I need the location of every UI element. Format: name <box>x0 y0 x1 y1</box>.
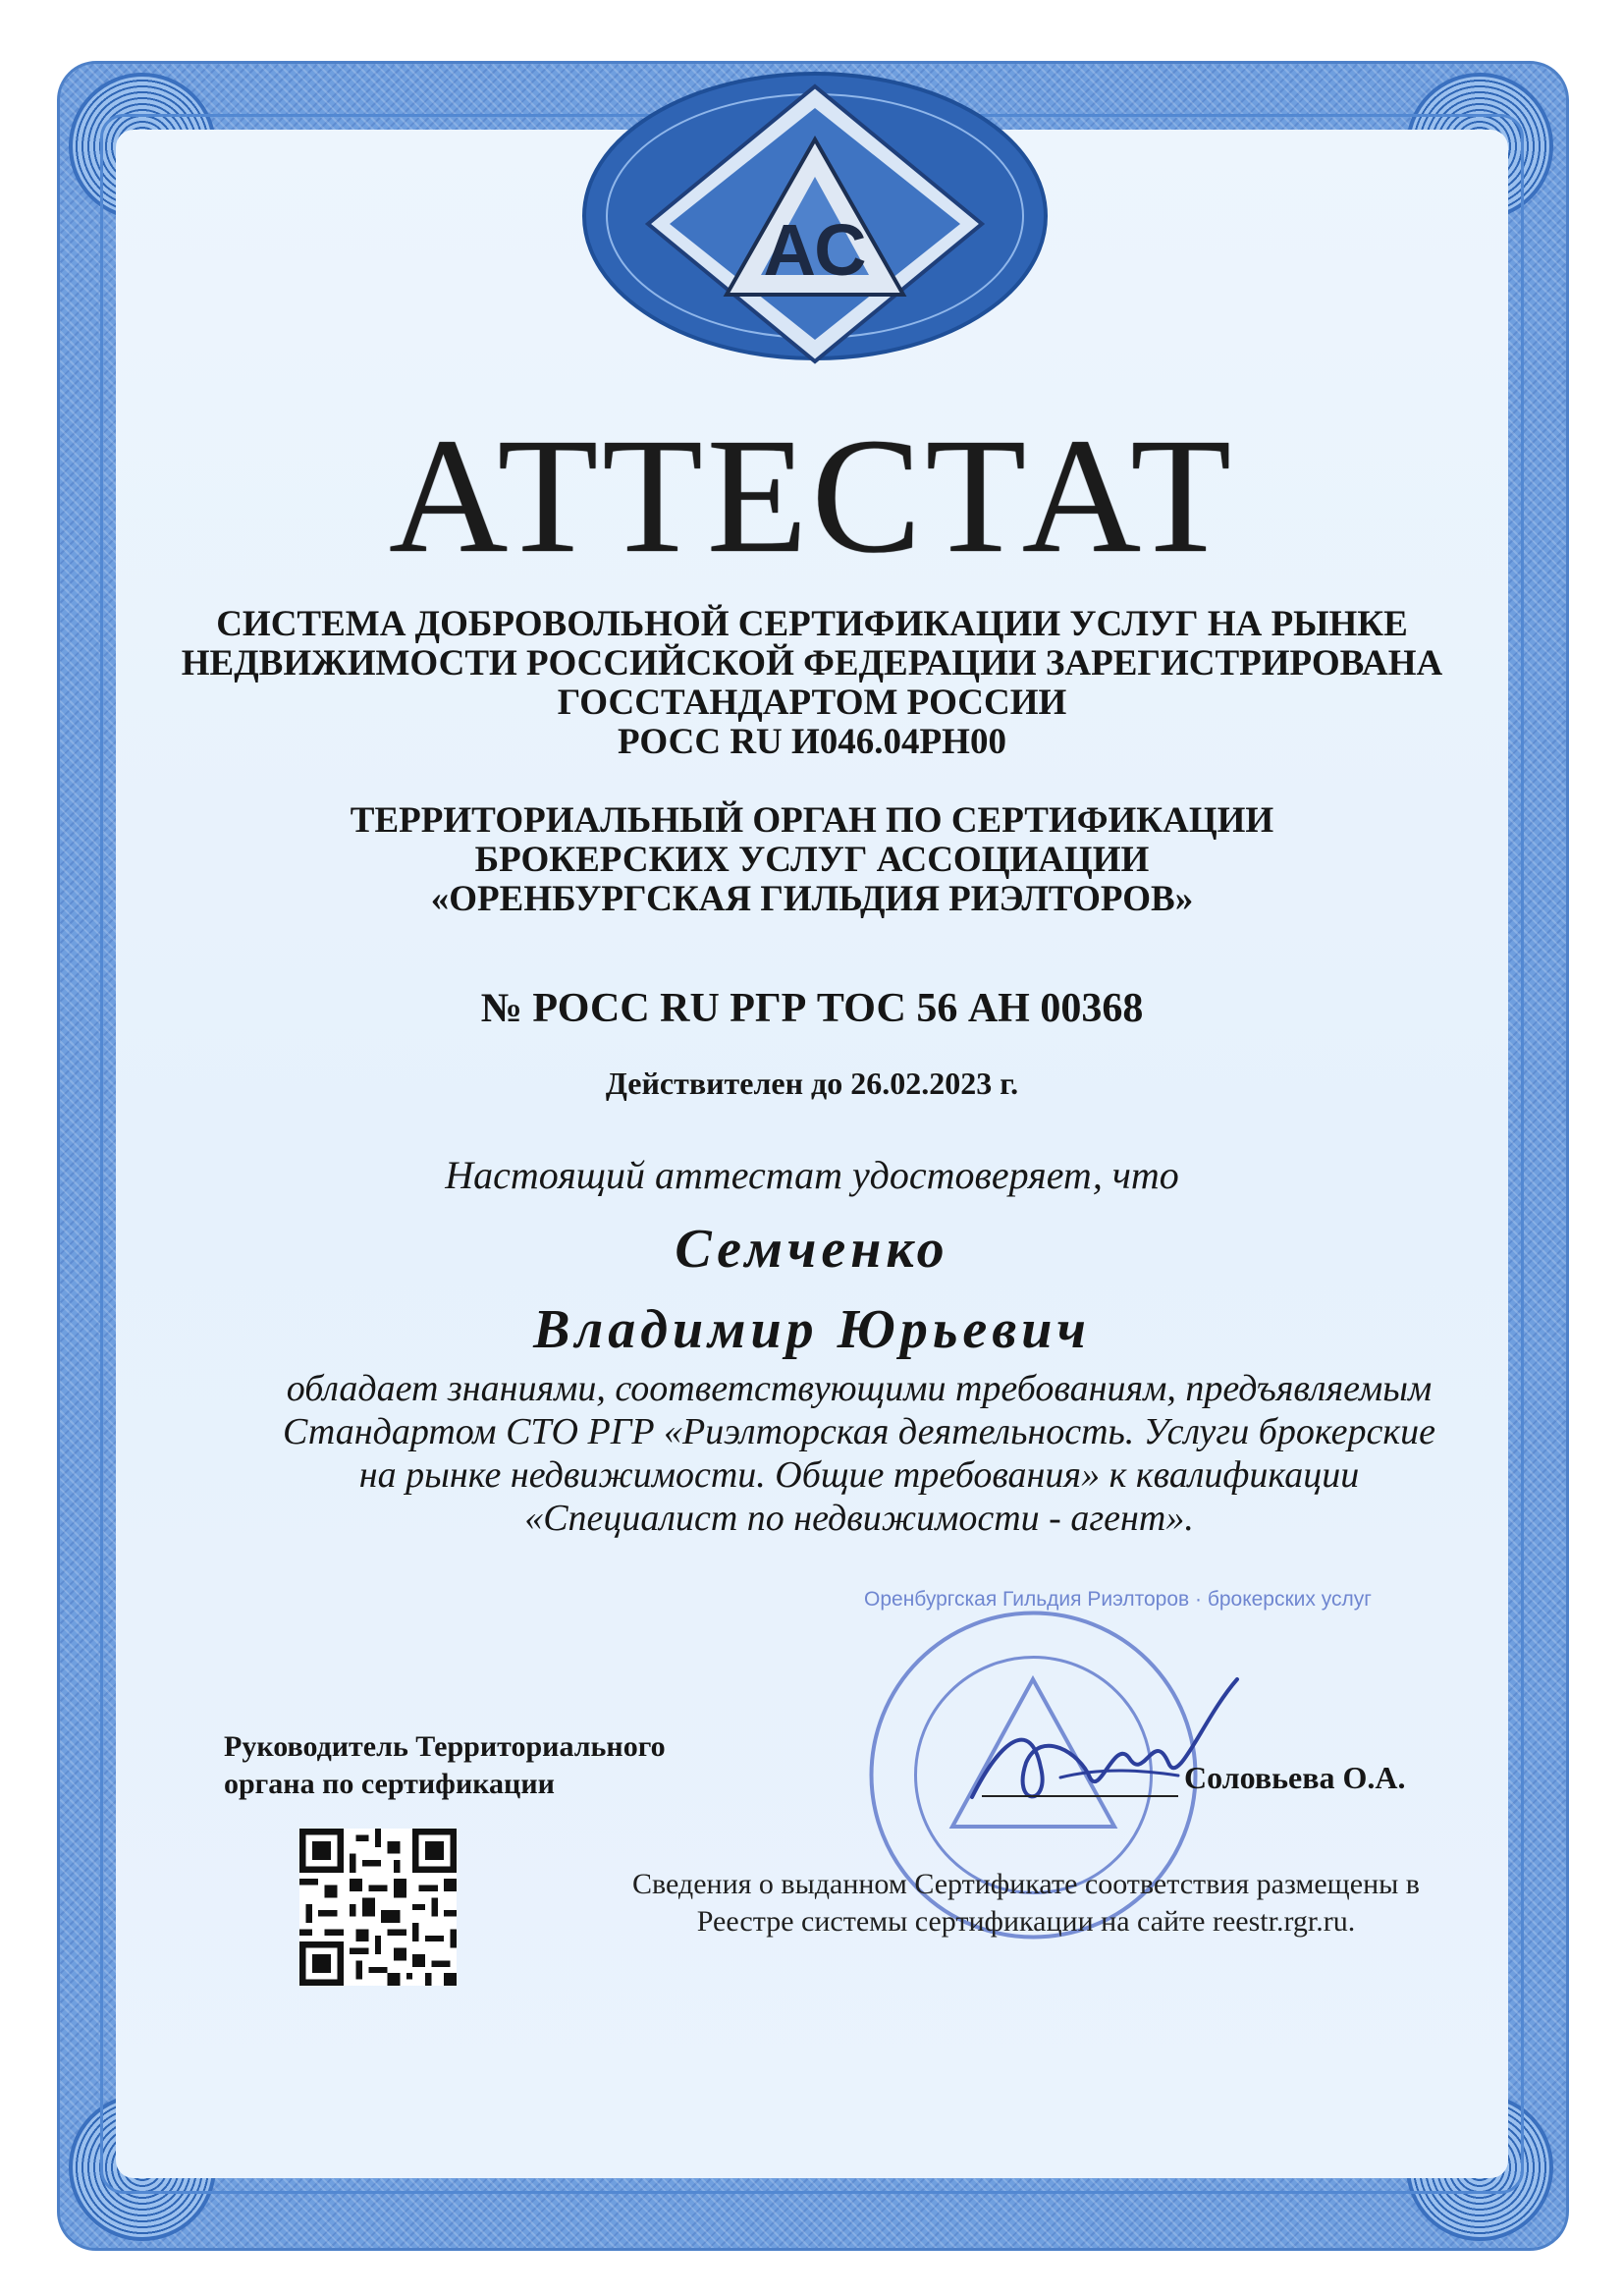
qr-code <box>299 1829 457 1986</box>
registry-line: Реестре системы сертификации на сайте reestr.rgr.ru. <box>696 1905 1356 1938</box>
stamp-text: Оренбургская Гильдия Риэлторов · брокерских услуг <box>864 1588 1372 1611</box>
qualification-line: «Специалист по недвижимости - агент». <box>524 1498 1194 1539</box>
certificate-number: № РОСС RU РГР ТОС 56 АН 00368 <box>480 986 1144 1031</box>
system-line: СИСТЕМА ДОБРОВОЛЬНОЙ СЕРТИФИКАЦИИ УСЛУГ НА РЫНКЕ <box>216 604 1408 644</box>
valid-until: Действителен до 26.02.2023 г. <box>605 1066 1019 1101</box>
qualification-line: обладает знаниями, соответствующими требованиям, предъявляемым <box>286 1368 1433 1409</box>
body-line: ТЕРРИТОРИАЛЬНЫЙ ОРГАН ПО СЕРТИФИКАЦИИ <box>350 800 1274 841</box>
signatory-title-line: органа по сертификации <box>224 1768 555 1800</box>
body-line: БРОКЕРСКИХ УСЛУГ АССОЦИАЦИИ <box>474 840 1150 880</box>
signature-line <box>982 1795 1178 1797</box>
qualification-line: на рынке недвижимости. Общие требования» к квалификации <box>358 1454 1360 1496</box>
system-registration-number: РОСС RU И046.04РН00 <box>618 722 1006 762</box>
qualification-line: Стандартом СТО РГР «Риэлторская деятельность. Услуги брокерские <box>282 1411 1436 1452</box>
registry-line: Сведения о выданном Сертификате соответствия размещены в <box>632 1868 1420 1900</box>
certificate-title: АТТЕСТАТ <box>389 405 1235 587</box>
holder-given-names: Владимир Юрьевич <box>533 1299 1091 1360</box>
signature <box>943 1660 1257 1827</box>
intro-text: Настоящий аттестат удостоверяет, что <box>445 1153 1179 1197</box>
qualification-text <box>226 1367 1492 1540</box>
body-line: «ОРЕНБУРГСКАЯ ГИЛЬДИЯ РИЭЛТОРОВ» <box>430 879 1194 919</box>
system-line: ГОССТАНДАРТОМ РОССИИ <box>557 683 1067 723</box>
system-line: НЕДВИЖИМОСТИ РОССИЙСКОЙ ФЕДЕРАЦИИ ЗАРЕГИСТРИРОВАНА <box>181 643 1443 683</box>
signatory-title-line: Руководитель Территориального <box>224 1730 666 1763</box>
association-logo <box>569 69 1060 422</box>
signatory-name: Соловьева О.А. <box>1184 1760 1406 1795</box>
registry-note <box>619 1866 1434 1941</box>
holder-surname: Семченко <box>675 1219 949 1280</box>
logo-letters: АС <box>763 209 867 291</box>
signatory-title <box>224 1728 666 1803</box>
